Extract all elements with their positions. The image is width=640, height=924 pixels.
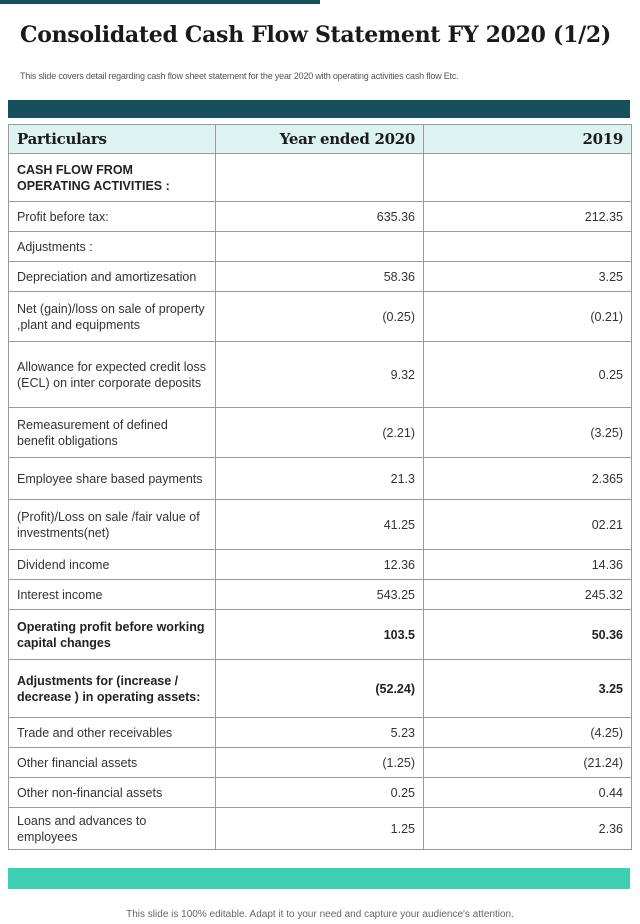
row-value-2020: (2.21) [216, 408, 424, 458]
page-title: Consolidated Cash Flow Statement FY 2020 (1/2) [20, 22, 611, 48]
table-row [9, 660, 632, 718]
table-row [9, 808, 632, 850]
row-value-2020: (0.25) [216, 292, 424, 342]
bottom-accent-bar [8, 868, 630, 889]
table-row [9, 458, 632, 500]
page-subtitle: This slide covers detail regarding cash flow sheet statement for the year 2020 with operating activities cash flow Etc. [20, 71, 459, 81]
row-value-2020: 635.36 [216, 202, 424, 232]
row-value-2020: 58.36 [216, 262, 424, 292]
table-body [9, 154, 632, 850]
table-row [9, 718, 632, 748]
row-value-2019: 245.32 [424, 580, 632, 610]
table-row [9, 610, 632, 660]
row-value-2019: 3.25 [424, 262, 632, 292]
row-value-2019: 212.35 [424, 202, 632, 232]
row-label: Dividend income [9, 550, 216, 580]
row-label: Employee share based payments [9, 458, 216, 500]
header-particulars: Particulars [9, 125, 216, 154]
row-value-2020: 21.3 [216, 458, 424, 500]
row-value-2019: 02.21 [424, 500, 632, 550]
footer-note: This slide is 100% editable. Adapt it to your need and capture your audience's attention. [126, 909, 514, 920]
table-row [9, 550, 632, 580]
table-row [9, 778, 632, 808]
row-value-2019: 3.25 [424, 660, 632, 718]
row-value-2020: (1.25) [216, 748, 424, 778]
top-accent-bar [0, 0, 320, 4]
row-value-2019: 0.44 [424, 778, 632, 808]
cash-flow-table [8, 124, 632, 850]
row-label: Depreciation and amortizesation [9, 262, 216, 292]
header-year-2019: 2019 [424, 125, 632, 154]
row-label: Remeasurement of defined benefit obligations [9, 408, 216, 458]
table-row [9, 500, 632, 550]
row-label: CASH FLOW FROM OPERATING ACTIVITIES : [9, 154, 216, 202]
header-year-2020: Year ended 2020 [216, 125, 424, 154]
row-value-2019: 50.36 [424, 610, 632, 660]
row-label: Adjustments for (increase / decrease ) in operating assets: [9, 660, 216, 718]
row-label: Loans and advances to employees [9, 808, 216, 850]
row-label: Profit before tax: [9, 202, 216, 232]
row-value-2020: 103.5 [216, 610, 424, 660]
row-value-2019: (21.24) [424, 748, 632, 778]
row-label: Trade and other receivables [9, 718, 216, 748]
row-value-2020: (52.24) [216, 660, 424, 718]
row-label: Other financial assets [9, 748, 216, 778]
row-value-2020 [216, 232, 424, 262]
row-label: Other non-financial assets [9, 778, 216, 808]
row-value-2019: (4.25) [424, 718, 632, 748]
row-value-2019: 14.36 [424, 550, 632, 580]
cash-flow-table-container [8, 124, 631, 850]
row-value-2019: (3.25) [424, 408, 632, 458]
row-label: Operating profit before working capital changes [9, 610, 216, 660]
table-header-row [9, 125, 632, 154]
header-divider-bar [8, 100, 630, 118]
table-row [9, 232, 632, 262]
row-label: Allowance for expected credit loss (ECL) on inter corporate deposits [9, 342, 216, 408]
row-value-2020 [216, 154, 424, 202]
row-label: (Profit)/Loss on sale /fair value of investments(net) [9, 500, 216, 550]
row-value-2020: 1.25 [216, 808, 424, 850]
table-row [9, 408, 632, 458]
row-value-2020: 543.25 [216, 580, 424, 610]
row-value-2020: 41.25 [216, 500, 424, 550]
row-label: Net (gain)/loss on sale of property ,plant and equipments [9, 292, 216, 342]
row-value-2019: 2.36 [424, 808, 632, 850]
row-value-2019: (0.21) [424, 292, 632, 342]
table-row [9, 154, 632, 202]
row-value-2020: 0.25 [216, 778, 424, 808]
table-row [9, 748, 632, 778]
row-value-2020: 9.32 [216, 342, 424, 408]
row-value-2019: 0.25 [424, 342, 632, 408]
row-value-2020: 5.23 [216, 718, 424, 748]
row-label: Interest income [9, 580, 216, 610]
row-value-2020: 12.36 [216, 550, 424, 580]
row-value-2019: 2.365 [424, 458, 632, 500]
row-label: Adjustments : [9, 232, 216, 262]
table-row [9, 580, 632, 610]
row-value-2019 [424, 232, 632, 262]
table-row [9, 292, 632, 342]
table-row [9, 202, 632, 232]
table-row [9, 262, 632, 292]
row-value-2019 [424, 154, 632, 202]
table-row [9, 342, 632, 408]
